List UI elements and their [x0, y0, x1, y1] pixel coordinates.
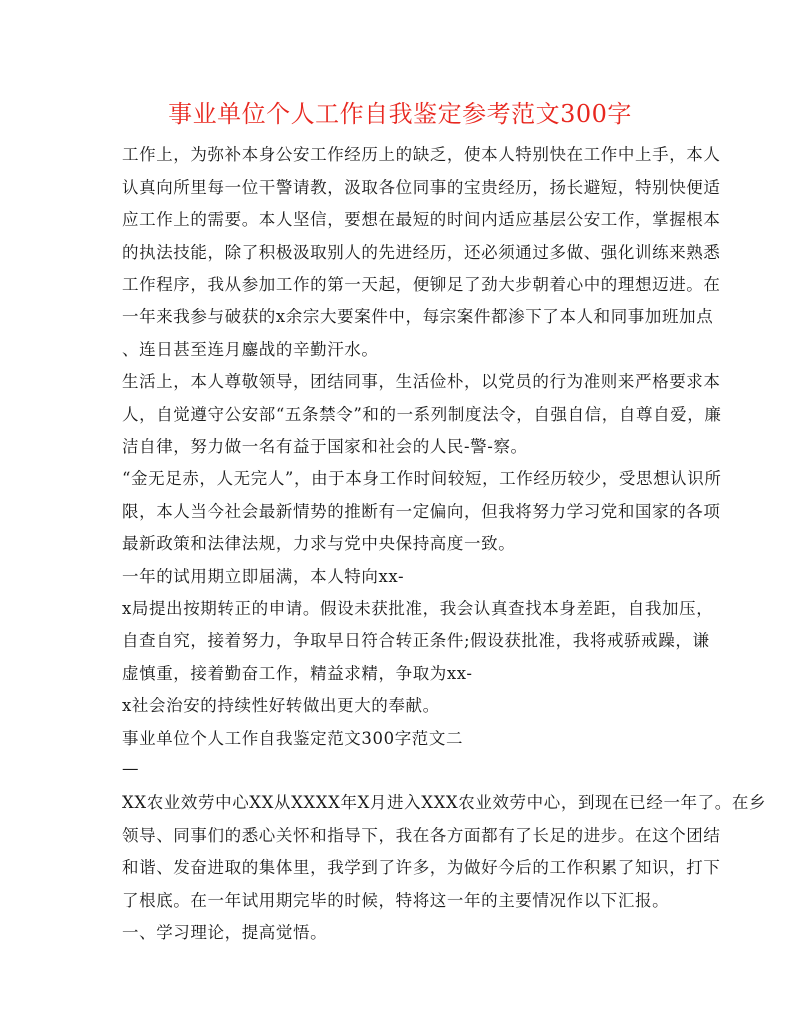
paragraph-line: 虚慎重，接着勤奋工作，精益求精，争取为xx-: [122, 664, 473, 683]
paragraph-line: 人，自觉遵守公安部“五条禁令”和的一系列制度法令，自强自信，自尊自爱，廉: [122, 405, 722, 424]
paragraph-line: 和谐、发奋进取的集体里，我学到了许多，为做好今后的工作积累了知识，打下: [122, 858, 721, 877]
paragraph-line: XX农业效劳中心XX从XXXX年X月进入XXX农业效劳中心，到现在已经一年了。在乡: [122, 793, 767, 812]
dash-line: —: [122, 759, 140, 778]
paragraph-line: 最新政策和法律法规，力求与党中央保持高度一致。: [122, 534, 516, 553]
paragraph-line: 了根底。在一年试用期完毕的时候，特将这一年的主要情况作以下汇报。: [122, 891, 670, 910]
paragraph-line: x社会治安的持续性好转做出更大的奉献。: [122, 696, 440, 715]
paragraph-line: 自查自究，接着努力，争取早日符合转正条件;假设获批准，我将戒骄戒躁，谦: [122, 631, 710, 650]
paragraph-line: 、连日甚至连月鏖战的辛勤汗水。: [122, 340, 379, 359]
paragraph-line: 领导、同事们的悉心关怀和指导下，我在各方面都有了长足的进步。在这个团结: [122, 826, 721, 845]
section-heading: 事业单位个人工作自我鉴定范文300字范文二: [122, 729, 464, 748]
paragraph-line: 限，本人当今社会最新情势的推断有一定偏向，但我将努力学习党和国家的各项: [122, 502, 721, 521]
paragraph-line: 工作上，为弥补本身公安工作经历上的缺乏，使本人特别快在工作中上手，本人: [122, 145, 721, 164]
paragraph-line: 的执法技能，除了积极汲取别人的先进经历，还必须通过多做、强化训练来熟悉: [122, 243, 721, 262]
paragraph-line: 洁自律，努力做一名有益于国家和社会的人民-警-察。: [122, 437, 528, 456]
paragraph-line: 一年来我参与破获的x余宗大要案件中，每宗案件都渗下了本人和同事加班加点: [122, 307, 714, 326]
paragraph-line: 工作程序，我从参加工作的第一天起，便铆足了劲大步朝着心中的理想迈进。在: [122, 275, 721, 294]
paragraph-line: 生活上，本人尊敬领导，团结同事，生活俭朴，以党员的行为准则来严格要求本: [122, 372, 721, 391]
document-title: 事业单位个人工作自我鉴定参考范文300字: [168, 100, 632, 128]
paragraph-line: 一、学习理论，提高觉悟。: [122, 923, 328, 942]
paragraph-line: 应工作上的需要。本人坚信，要想在最短的时间内适应基层公安工作，掌握根本: [122, 210, 721, 229]
paragraph-line: 认真向所里每一位干警请教，汲取各位同事的宝贵经历，扬长避短，特别快便适: [122, 178, 721, 197]
paragraph-line: “金无足赤，人无完人”，由于本身工作时间较短，工作经历较少，受思想认识所: [122, 469, 722, 488]
paragraph-line: x局提出按期转正的申请。假设未获批准，我会认真查找本身差距，自我加压，: [122, 599, 714, 618]
paragraph-line: 一年的试用期立即届满，本人特向xx-: [122, 567, 405, 586]
